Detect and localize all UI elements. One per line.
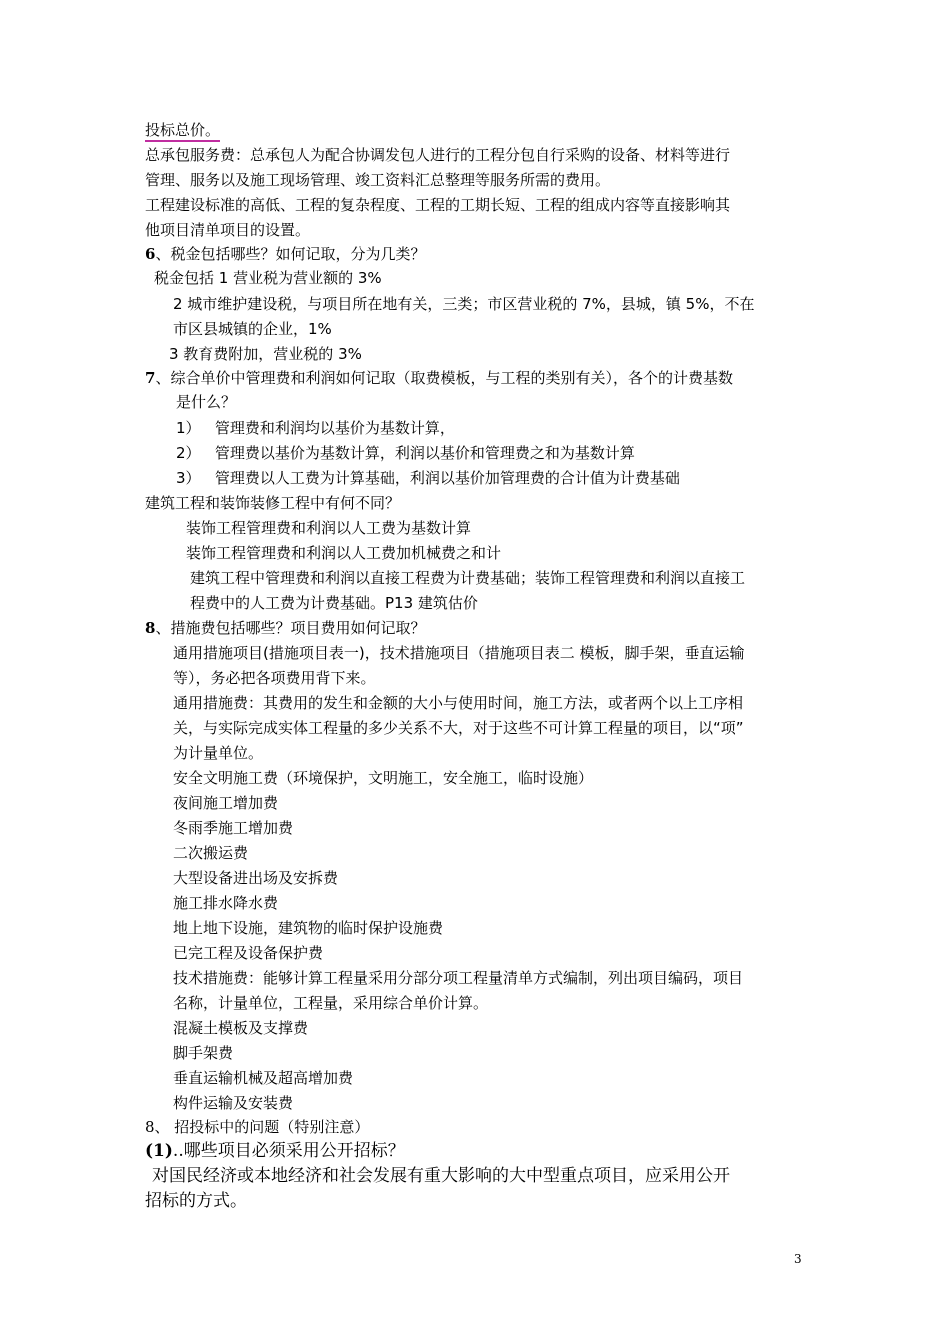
question-8: [145, 618, 425, 638]
question-number: 7: [145, 369, 156, 387]
text-line: 是什么？: [176, 393, 237, 411]
text-line: 装饰工程管理费和利润以人工费加机械费之和计: [186, 544, 502, 562]
text-line: 二次搬运费: [173, 844, 249, 862]
text-line: 工程建设标准的高低、工程的复杂程度、工程的工期长短、工程的组成内容等直接影响其: [145, 196, 731, 214]
text-line: 已完工程及设备保护费: [173, 944, 324, 962]
text-line: 地上地下设施，建筑物的临时保护设施费: [173, 919, 444, 937]
text-line: 管理、服务以及施工现场管理、竣工资料汇总整理等服务所需的费用。: [145, 171, 611, 189]
text-line: 垂直运输机械及超高增加费: [173, 1069, 354, 1087]
text-line: 大型设备进出场及安拆费: [173, 869, 339, 887]
text-line: 3 教育费附加，营业税的 3%: [169, 345, 362, 363]
question-text: 、综合单价中管理费和利润如何记取（取费模板，与工程的类别有关），各个的计费基数: [155, 369, 733, 387]
text-line: 等），务必把各项费用背下来。: [173, 669, 376, 687]
text-line: 建筑工程中管理费和利润以直接工程费为计费基础；装饰工程管理费和利润以直接工: [190, 569, 746, 587]
text-line: 安全文明施工费（环境保护，文明施工，安全施工，临时设施）: [173, 769, 594, 787]
text-line: 装饰工程管理费和利润以人工费为基数计算: [186, 519, 472, 537]
question-number: 6: [145, 245, 156, 263]
question-number: 8: [145, 619, 156, 637]
text-line: [145, 120, 220, 140]
question-text: ..哪些项目必须采用公开招标？: [172, 1141, 405, 1161]
text-line: 冬雨季施工增加费: [173, 819, 294, 837]
text-line: 市区县城镇的企业，1%: [173, 320, 332, 338]
text-line: 混凝土模板及支撑费: [173, 1019, 309, 1037]
question-text: 、措施费包括哪些？项目费用如何记取？: [155, 619, 426, 637]
text-line: 2 城市维护建设税，与项目所在地有关，三类；市区营业税的 7%，县城，镇 5%，不在: [173, 295, 755, 313]
text-line: 通用措施项目(措施项目表一)，技术措施项目（措施项目表二 模板，脚手架，垂直运输: [173, 644, 745, 662]
underlined-text: 投标总价。: [145, 121, 220, 142]
text-line: 施工排水降水费: [173, 894, 279, 912]
question-text: 、税金包括哪些？如何记取，分为几类？: [155, 245, 426, 263]
text-line: 构件运输及安装费: [173, 1094, 294, 1112]
list-item: 1） 管理费和利润均以基价为基数计算，: [176, 419, 455, 437]
text-line: 招标的方式。: [145, 1191, 247, 1211]
text-line: 对国民经济或本地经济和社会发展有重大影响的大中型重点项目，应采用公开: [152, 1166, 730, 1186]
page-number: 3: [794, 1252, 802, 1266]
text-line: 总承包服务费：总承包人为配合协调发包人进行的工程分包自行采购的设备、材料等进行: [145, 146, 731, 164]
section-heading: 8、 招投标中的问题（特别注意）: [145, 1118, 370, 1136]
question-7: [145, 368, 733, 388]
text-line: 夜间施工增加费: [173, 794, 279, 812]
list-item: 3） 管理费以人工费为计算基础，利润以基价加管理费的合计值为计费基础: [176, 469, 680, 487]
text-line: 程费中的人工费为计费基础。P13 建筑估价: [190, 594, 478, 612]
text-line: 他项目清单项目的设置。: [145, 221, 311, 239]
sub-question: [145, 1139, 405, 1163]
text-line: 技术措施费：能够计算工程量采用分部分项工程量清单方式编制，列出项目编码，项目: [173, 969, 744, 987]
text-line: 税金包括 1 营业税为营业额的 3%: [154, 269, 382, 287]
list-item: 2） 管理费以基价为基数计算，利润以基价和管理费之和为基数计算: [176, 444, 635, 462]
question-6: [145, 244, 425, 264]
question-number: (1): [145, 1141, 173, 1161]
text-line: 为计量单位。: [173, 744, 264, 762]
text-line: 通用措施费：其费用的发生和金额的大小与使用时间，施工方法，或者两个以上工序相: [173, 694, 744, 712]
text-line: 关，与实际完成实体工程量的多少关系不大，对于这些不可计算工程量的项目，以“项”: [173, 719, 744, 737]
text-line: 脚手架费: [173, 1044, 234, 1062]
text-line: 名称，计量单位，工程量，采用综合单价计算。: [173, 994, 489, 1012]
text-line: 建筑工程和装饰装修工程中有何不同？: [145, 494, 401, 512]
